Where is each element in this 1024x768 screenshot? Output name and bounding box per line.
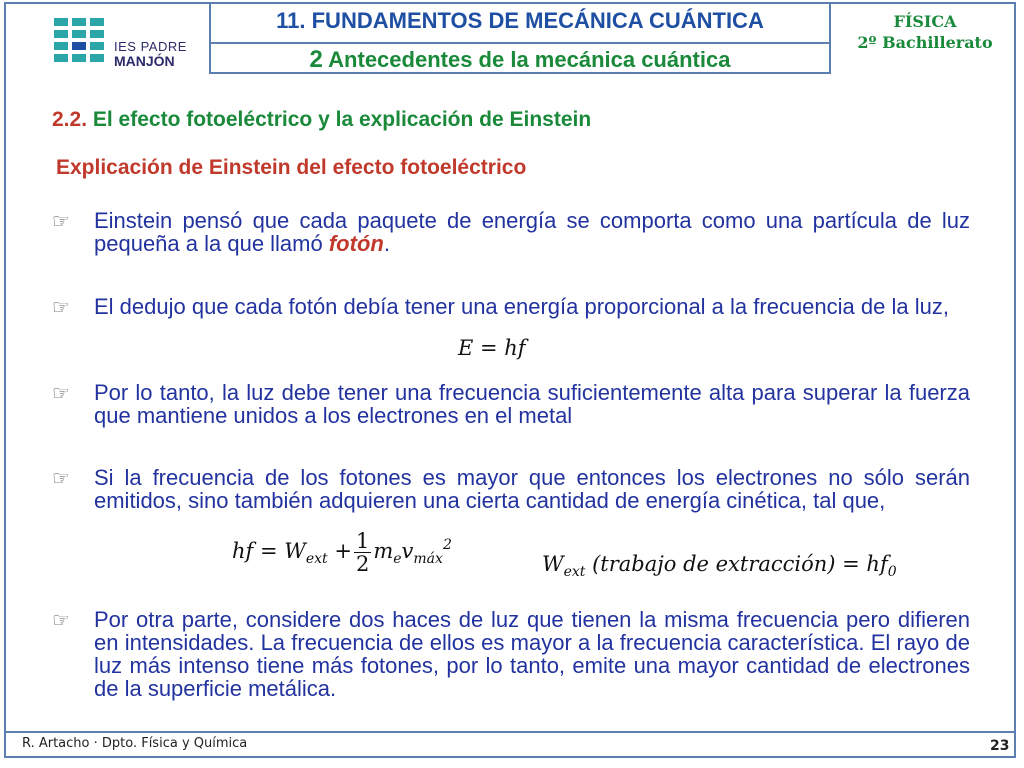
bullet-1 (52, 209, 970, 255)
equation-energy: E = hf (458, 336, 526, 360)
equation-work-function: $W_{ext}$ (trabajo de extracción) = $hf_0$ (542, 552, 897, 580)
pointing-hand-icon: ☞ (52, 209, 70, 233)
bullet-text: Si la frecuencia de los fotones es mayor que entonces los electrones no sólo serán emitidos, sino también adquieren una cierta cantidad de energía cinética, tal que, (94, 465, 970, 513)
logo-grid-icon (54, 14, 110, 70)
pointing-hand-icon: ☞ (52, 381, 70, 405)
pointing-hand-icon: ☞ (52, 466, 70, 490)
section-title (52, 108, 591, 132)
logo-line1: IES PADRE (114, 39, 187, 54)
header (6, 4, 1014, 76)
page-number: 23 (990, 738, 1010, 754)
logo-line2: MANJÓN (114, 53, 175, 69)
bullet-text: Por otra parte, considere dos haces de luz que tienen la misma frecuencia pero difieren en intensidades. La frecuencia de ellos es mayor a la frecuencia característica. El rayo de luz más intenso tiene más fotones, por lo tanto, emite una mayor cantidad de electrones de la superficie metálica. (94, 607, 970, 701)
bullet-2 (52, 295, 970, 319)
title-box (209, 4, 831, 74)
pointing-hand-icon: ☞ (52, 608, 70, 632)
school-logo (54, 14, 194, 70)
subject-label: FÍSICA (893, 12, 957, 31)
bullet-text: El dedujo que cada fotón debía tener una energía proporcional a la frecuencia de la luz, (94, 294, 949, 319)
level-label: 2º Bachillerato (857, 33, 993, 52)
footer-author: R. Artacho · Dpto. Física y Química (22, 736, 248, 751)
bullet-3 (52, 381, 970, 427)
logo-text (114, 40, 187, 68)
section-text: El efecto fotoeléctrico y la explicación de Einstein (92, 108, 592, 131)
equation-kinetic: hf = $W_{ext}$ + $\frac{1}{2}$ $m_ev_{máx}^2$ (232, 529, 452, 576)
bullet-4 (52, 466, 970, 512)
unit-title: 11. FUNDAMENTOS DE MECÁNICA CUÁNTICA (276, 8, 764, 33)
course-label (836, 12, 1014, 52)
section-number: 2.2. (52, 108, 88, 131)
footer-divider (6, 731, 1014, 733)
pointing-hand-icon: ☞ (52, 295, 70, 319)
lesson-number: 2 (309, 46, 323, 73)
subsection-title: Explicación de Einstein del efecto fotoeléctrico (56, 156, 527, 179)
lesson-title (211, 42, 829, 72)
photon-term: fotón (328, 231, 384, 256)
bullet-text: Einstein pensó que cada paquete de energía se comporta como una partícula de luz pequeña a la que llamó fotón. (94, 208, 970, 256)
fraction-one-half: $\frac{1}{2}$ (355, 529, 370, 576)
bullet-5 (52, 608, 970, 700)
bullet-text: Por lo tanto, la luz debe tener una frecuencia suficientemente alta para superar la fuerza que mantiene unidos a los electrones en el metal (94, 380, 970, 428)
lesson-text: Antecedentes de la mecánica cuántica (328, 47, 731, 72)
